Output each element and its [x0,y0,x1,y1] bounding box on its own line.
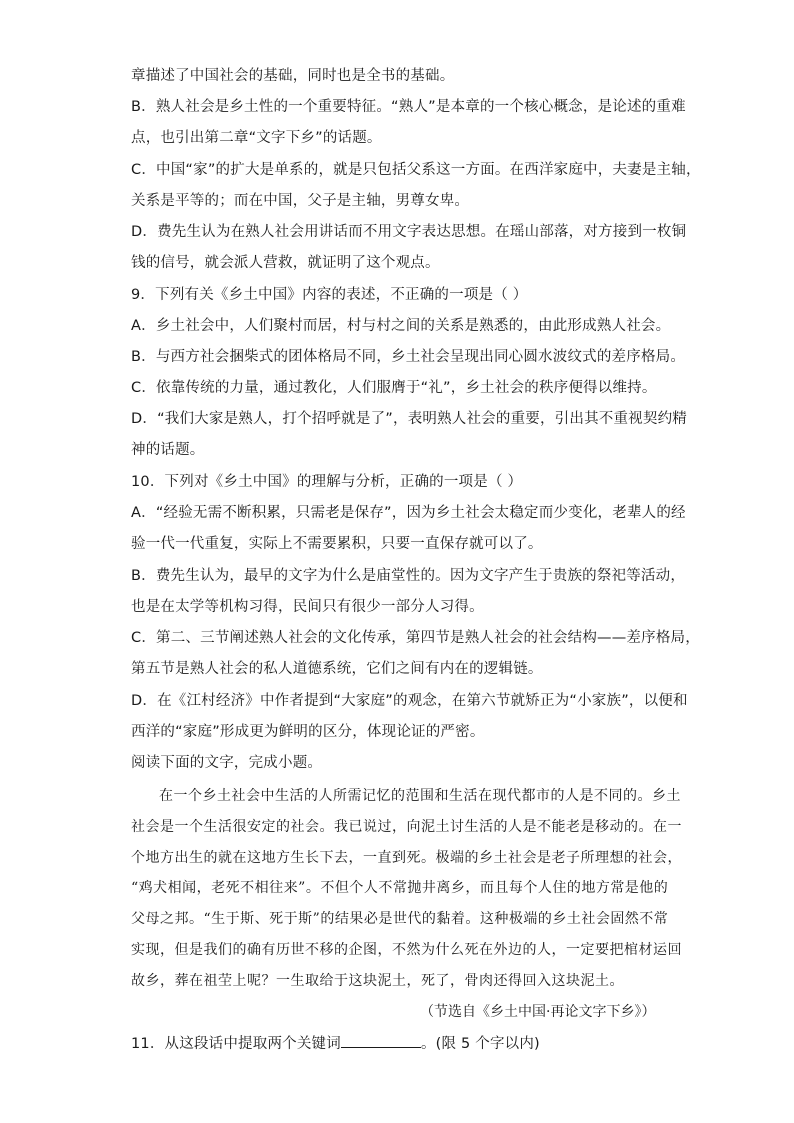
q8-option-b: B．熟人社会是乡土性的一个重要特征。“熟人”是本章的一个核心概念，是论述的重难 [131,99,686,115]
q11-stem [131,1033,540,1054]
q10-option-d: D．在《江村经济》中作者提到“大家庭”的观念，在第六节就矫正为“小家族”，以便和 [131,693,688,709]
q8-text-line: 章描述了中国社会的基础，同时也是全书的基础。 [131,68,455,84]
passage-line: 实现，但是我们的确有历世不移的企图，不然为什么死在外边的人，一定要把棺材运回 [131,942,682,958]
passage-source: （节选自《乡土中国·再论文字下乡》） [420,1004,656,1020]
q8-option-d-cont: 钱的信号，就会派人营救，就证明了这个观点。 [131,255,440,271]
passage-line: 社会是一个生活很安定的社会。我已说过，向泥土讨生活的人是不能老是移动的。在一 [131,819,682,835]
passage-line: “鸡犬相闻，老死不相往来”。不但个人不常抛井离乡，而且每个人住的地方常是他的 [131,880,669,896]
q10-option-d-cont: 西洋的“家庭”形成更为鲜明的区分，体现论证的严密。 [131,724,485,740]
q8-option-c: C．中国“家”的扩大是单系的，就是只包括父系这一方面。在西洋家庭中，夫妻是主轴， [131,162,701,178]
q9-option-d-cont: 神的话题。 [131,442,205,458]
q10-stem: 10．下列对《乡土中国》的理解与分析，正确的一项是（ ） [131,474,523,490]
q8-option-d: D．费先生认为在熟人社会用讲话而不用文字表达思想。在瑶山部落，对方接到一枚铜 [131,224,687,240]
q9-option-a: A．乡土社会中，人们聚村而居，村与村之间的关系是熟悉的，由此形成熟人社会。 [131,318,671,334]
passage-line: 父母之邦。“生于斯、死于斯”的结果必是世代的黏着。这种极端的乡土社会固然不常 [131,911,669,927]
q11-stem-limit: 。(限 5 个字以内) [420,1036,540,1052]
passage-line: 个地方出生的就在这地方生长下去，一直到死。极端的乡土社会是老子所理想的社会， [131,850,682,866]
reading-instruction: 阅读下面的文字，完成小题。 [131,755,323,771]
q9-option-d: D．“我们大家是熟人，打个招呼就是了”，表明熟人社会的重要，引出其不重视契约精 [131,411,687,427]
q8-option-c-cont: 关系是平等的；而在中国，父子是主轴，男尊女卑。 [131,193,470,209]
q10-option-a: A．“经验无需不断积累，只需老是保存”，因为乡土社会太稳定而少变化，老辈人的经 [131,505,686,521]
answer-blank[interactable] [341,1033,421,1048]
q9-stem: 9．下列有关《乡土中国》内容的表述，不正确的一项是（ ） [131,287,528,303]
q10-option-b-cont: 也是在太学等机构习得，民间只有很少一部分人习得。 [131,599,484,615]
passage-line: 故乡，葬在祖茔上呢？一生取给于这块泥土，死了，骨肉还得回入这块泥土。 [131,973,624,989]
q9-option-c: C．依靠传统的力量，通过教化，人们服膺于“礼”，乡土社会的秩序便得以维持。 [131,380,657,396]
q10-option-b: B．费先生认为，最早的文字为什么是庙堂性的。因为文字产生于贵族的祭祀等活动， [131,568,686,584]
passage-line: 在一个乡土社会中生活的人所需记忆的范围和生活在现代都市的人是不同的。乡土 [159,788,681,804]
q10-option-c: C．第二、三节阐述熟人社会的文化传承，第四节是熟人社会的社会结构——差序格局， [131,630,700,646]
q9-option-b: B．与西方社会捆柴式的团体格局不同，乡土社会呈现出同心圆水波纹式的差序格局。 [131,349,686,365]
q11-stem-text: 11．从这段话中提取两个关键词 [131,1036,341,1052]
q10-option-a-cont: 验一代一代重复，实际上不需要累积，只要一直保存就可以了。 [131,536,543,552]
q8-option-b-cont: 点，也引出第二章“文字下乡”的话题。 [131,130,382,146]
q10-option-c-cont: 第五节是熟人社会的私人道德系统，它们之间有内在的逻辑链。 [131,661,543,677]
